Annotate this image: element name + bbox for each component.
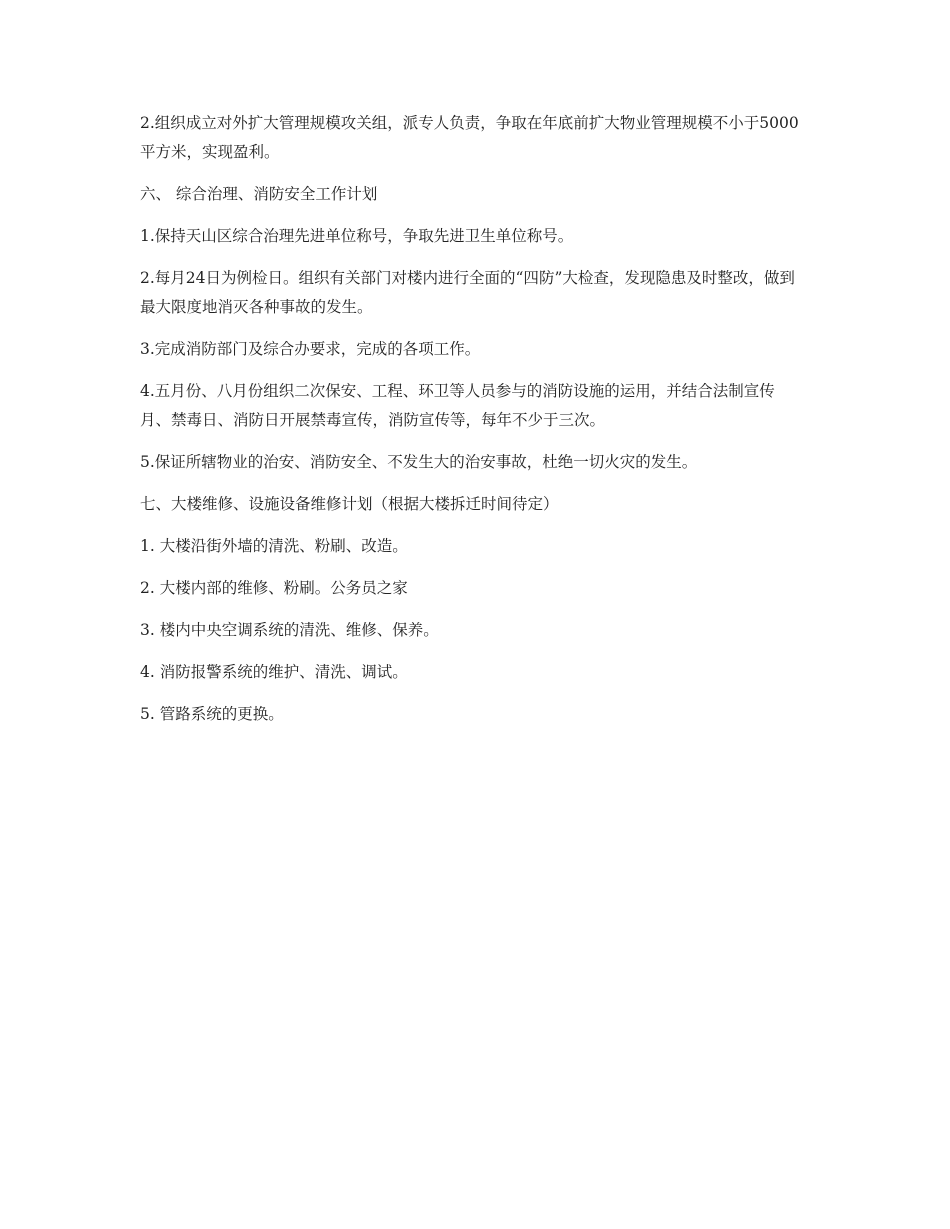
paragraph-maintain-title: 1.保持天山区综合治理先进单位称号，争取先进卫生单位称号。 xyxy=(140,227,574,245)
paragraph-fire-department-tasks: 3.完成消防部门及综合办要求，完成的各项工作。 xyxy=(140,340,481,358)
paragraph-monthly-inspection: 2.每月24日为例检日。组织有关部门对楼内进行全面的“四防”大检查，发现隐患及时整改，做到最大限度地消灭各种事故的发生。 xyxy=(140,269,795,316)
paragraph-exterior-wall: 1. 大楼沿街外墙的清洗、粉刷、改造。 xyxy=(140,537,408,555)
paragraph-security-guarantee: 5.保证所辖物业的治安、消防安全、不发生大的治安事故，杜绝一切火灾的发生。 xyxy=(140,453,698,471)
document-body xyxy=(140,109,805,742)
paragraph-pipeline: 5. 管路系统的更换。 xyxy=(140,705,284,723)
paragraph-expand-management-scale: 2.组织成立对外扩大管理规模攻关组，派专人负责，争取在年底前扩大物业管理规模不小于5000平方米，实现盈利。 xyxy=(140,114,799,161)
paragraph-fire-drills: 4.五月份、八月份组织二次保安、工程、环卫等人员参与的消防设施的运用，并结合法制宣传月、禁毒日、消防日开展禁毒宣传，消防宣传等，每年不少于三次。 xyxy=(140,382,775,429)
paragraph-interior-repair: 2. 大楼内部的维修、粉刷。公务员之家 xyxy=(140,579,408,597)
section-heading-seven: 七、大楼维修、设施设备维修计划（根据大楼拆迁时间待定） xyxy=(140,495,559,513)
paragraph-fire-alarm: 4. 消防报警系统的维护、清洗、调试。 xyxy=(140,663,408,681)
section-heading-six: 六、 综合治理、消防安全工作计划 xyxy=(140,185,378,203)
paragraph-central-ac: 3. 楼内中央空调系统的清洗、维修、保养。 xyxy=(140,621,439,639)
